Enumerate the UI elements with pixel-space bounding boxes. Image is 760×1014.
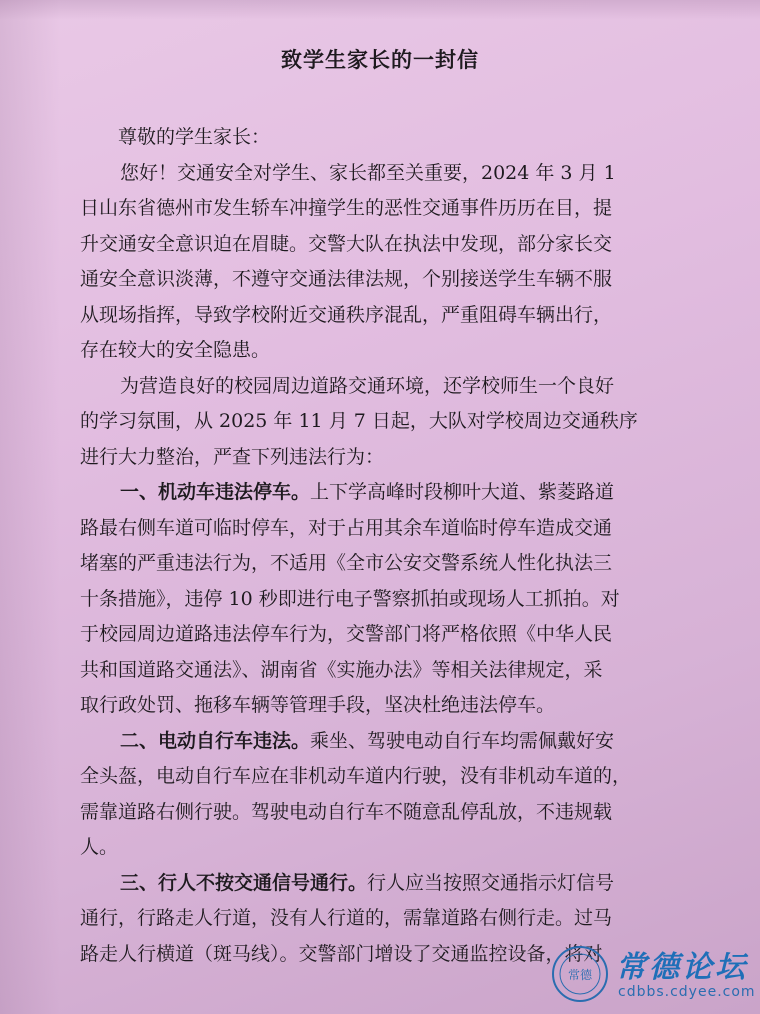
forum-watermark [550, 942, 756, 1008]
svg-text:常德: 常德 [567, 968, 593, 982]
section-1-line-4: 十条措施》，违停 10 秒即进行电子警察抓拍或现场人工抓拍。对 [80, 587, 620, 610]
paragraph-2-line-3: 进行大力整治，严查下列违法行为： [80, 445, 385, 468]
page-shadow-left [0, 0, 60, 1014]
section-1-line-6: 共和国道路交通法》、湖南省《实施办法》等相关法律规定，采 [80, 658, 603, 681]
paragraph-1-line-6: 存在较大的安全隐患。 [80, 339, 271, 361]
paragraph-1-line-1: 您好！交通安全对学生、家长都至关重要，2024 年 3 月 1 [120, 161, 616, 184]
section-1-line-7: 取行政处罚、拖移车辆等管理手段，坚决杜绝违法停车。 [80, 694, 556, 716]
section-3-first-text: 行人应当按照交通指示灯信号 [367, 871, 615, 894]
section-2-line-3: 需靠道路右侧行驶。驾驶电动自行车不随意乱停乱放，不违规载 [80, 800, 613, 823]
salutation: 尊敬的学生家长： [118, 126, 271, 148]
forum-seal-logo-icon [550, 944, 610, 1004]
section-2-first-text: 乘坐、驾驶电动自行车均需佩戴好安 [310, 729, 615, 752]
document-title: 致学生家长的一封信 [281, 47, 479, 72]
paragraph-1-line-2: 日山东省德州市发生轿车冲撞学生的恶性交通事件历历在目，提 [80, 197, 613, 219]
paragraph-1-line-4: 通安全意识淡薄，不遵守交通法律法规，个别接送学生车辆不服 [80, 268, 613, 290]
section-1-line-2: 路最右侧车道可临时停车，对于占用其余车道临时停车造成交通 [80, 516, 613, 539]
section-2-line-4: 人。 [80, 836, 119, 858]
section-1-first-text: 上下学高峰时段柳叶大道、紫菱路道 [310, 481, 615, 503]
page-shadow-top [0, 0, 760, 20]
paragraph-2-line-2: 的学习氛围，从 2025 年 11 月 7 日起，大队对学校周边交通秩序 [80, 410, 638, 432]
section-3-heading: 三、行人不按交通信号通行。 [120, 871, 368, 894]
section-3-line-2: 通行，行路走人行道，没有人行道的，需靠道路右侧行走。过马 [80, 907, 613, 929]
section-1-line-5: 于校园周边道路违法停车行为，交警部门将严格依照《中华人民 [80, 623, 613, 645]
section-1-line-3: 堵塞的严重违法行为，不适用《全市公安交警系统人性化执法三 [80, 552, 613, 574]
section-2-line-2: 全头盔，电动自行车应在非机动车道内行驶，没有非机动车道的， [80, 765, 632, 787]
forum-url: cdbbs.cdyee.com [618, 984, 756, 1000]
paragraph-2-line-1: 为营造良好的校园周边道路交通环境，还学校师生一个良好 [120, 374, 615, 397]
section-1-heading: 一、机动车违法停车。 [120, 481, 311, 503]
section-2-line-1 [80, 724, 700, 760]
section-2-heading: 二、电动自行车违法。 [120, 729, 311, 752]
paragraph-1-line-3: 升交通安全意识迫在眉睫。交警大队在执法中发现，部分家长交 [80, 232, 613, 255]
forum-name: 常德论坛 [616, 950, 748, 985]
section-3-line-3: 路走人行横道（斑马线）。交警部门增设了交通监控设备，将对 [80, 942, 603, 965]
section-3-line-1 [80, 866, 700, 902]
letter-body [80, 120, 700, 972]
section-1-line-1 [80, 475, 700, 511]
paragraph-1-line-5: 从现场指挥，导致学校附近交通秩序混乱，严重阻碍车辆出行， [80, 303, 613, 326]
